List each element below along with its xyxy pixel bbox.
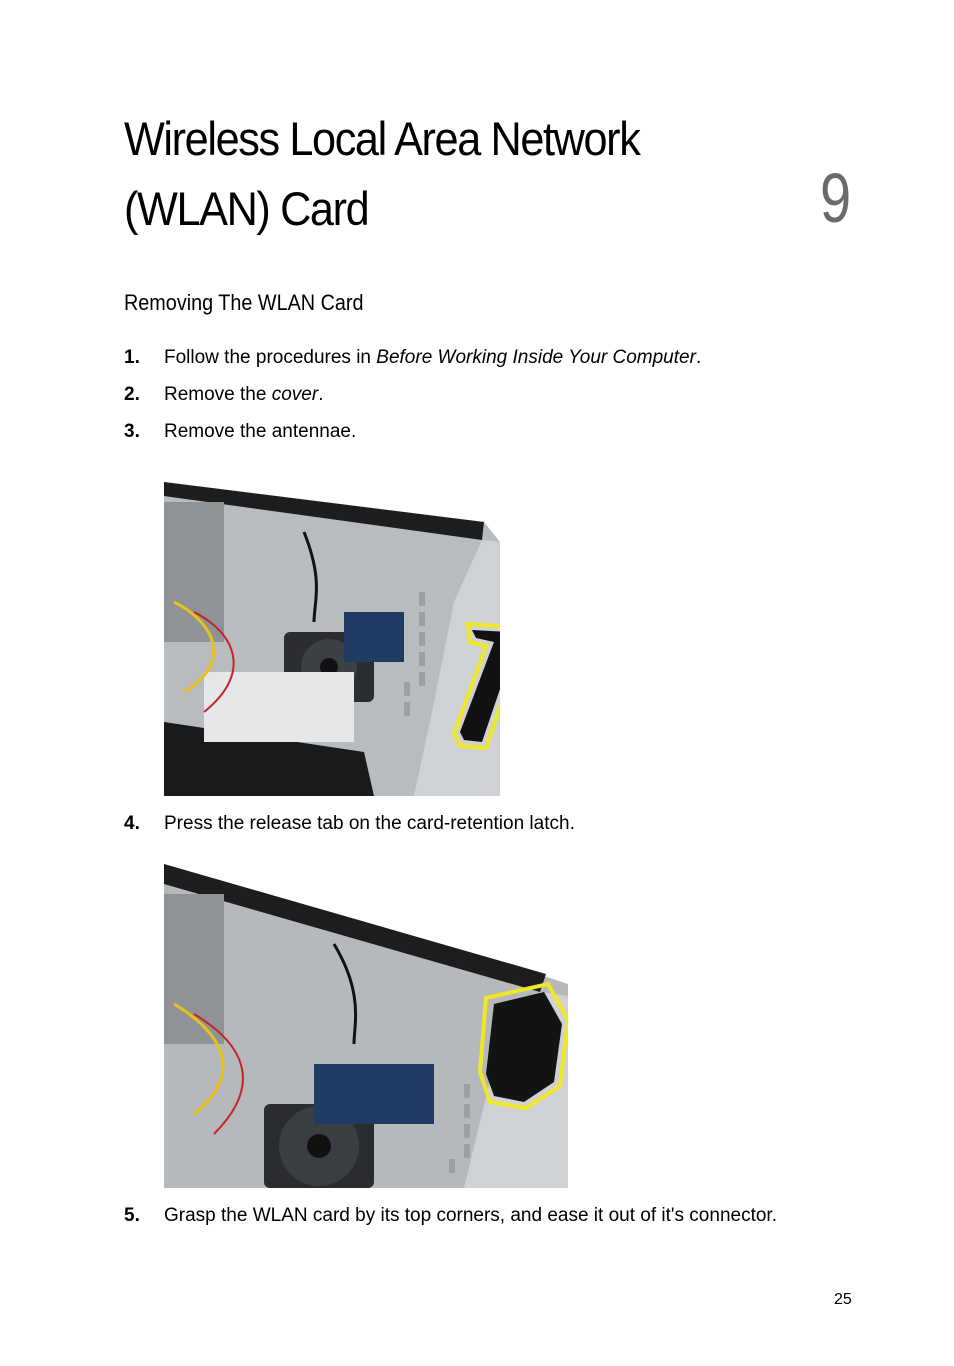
step-text: Remove the cover. xyxy=(164,384,324,405)
link-cover[interactable]: cover xyxy=(271,384,319,405)
step-text: Grasp the WLAN card by its top corners, and ease it out of it's connector. xyxy=(164,1205,777,1226)
figure-remove-antennae xyxy=(164,482,500,796)
step-number: 3. xyxy=(124,421,140,442)
step-number: 5. xyxy=(124,1205,140,1226)
computer-chassis-illustration xyxy=(164,482,500,796)
link-before-working[interactable]: Before Working Inside Your Computer xyxy=(376,347,696,368)
page-number: 25 xyxy=(834,1291,852,1308)
step-text: Follow the procedures in Before Working Inside Your Computer. xyxy=(164,347,702,368)
chapter-title xyxy=(124,104,639,244)
step-number: 1. xyxy=(124,347,140,368)
computer-chassis-illustration xyxy=(164,864,568,1188)
section-title: Removing The WLAN Card xyxy=(124,290,364,315)
step-number: 2. xyxy=(124,384,140,405)
step-number: 4. xyxy=(124,813,140,834)
chapter-number: 9 xyxy=(820,159,852,237)
chapter-title-line2: (WLAN) Card xyxy=(124,182,369,235)
step-text: Press the release tab on the card-retention latch. xyxy=(164,813,575,834)
figure-release-tab xyxy=(164,864,568,1188)
step-text: Remove the antennae. xyxy=(164,421,357,442)
chapter-title-line1: Wireless Local Area Network xyxy=(124,112,640,165)
